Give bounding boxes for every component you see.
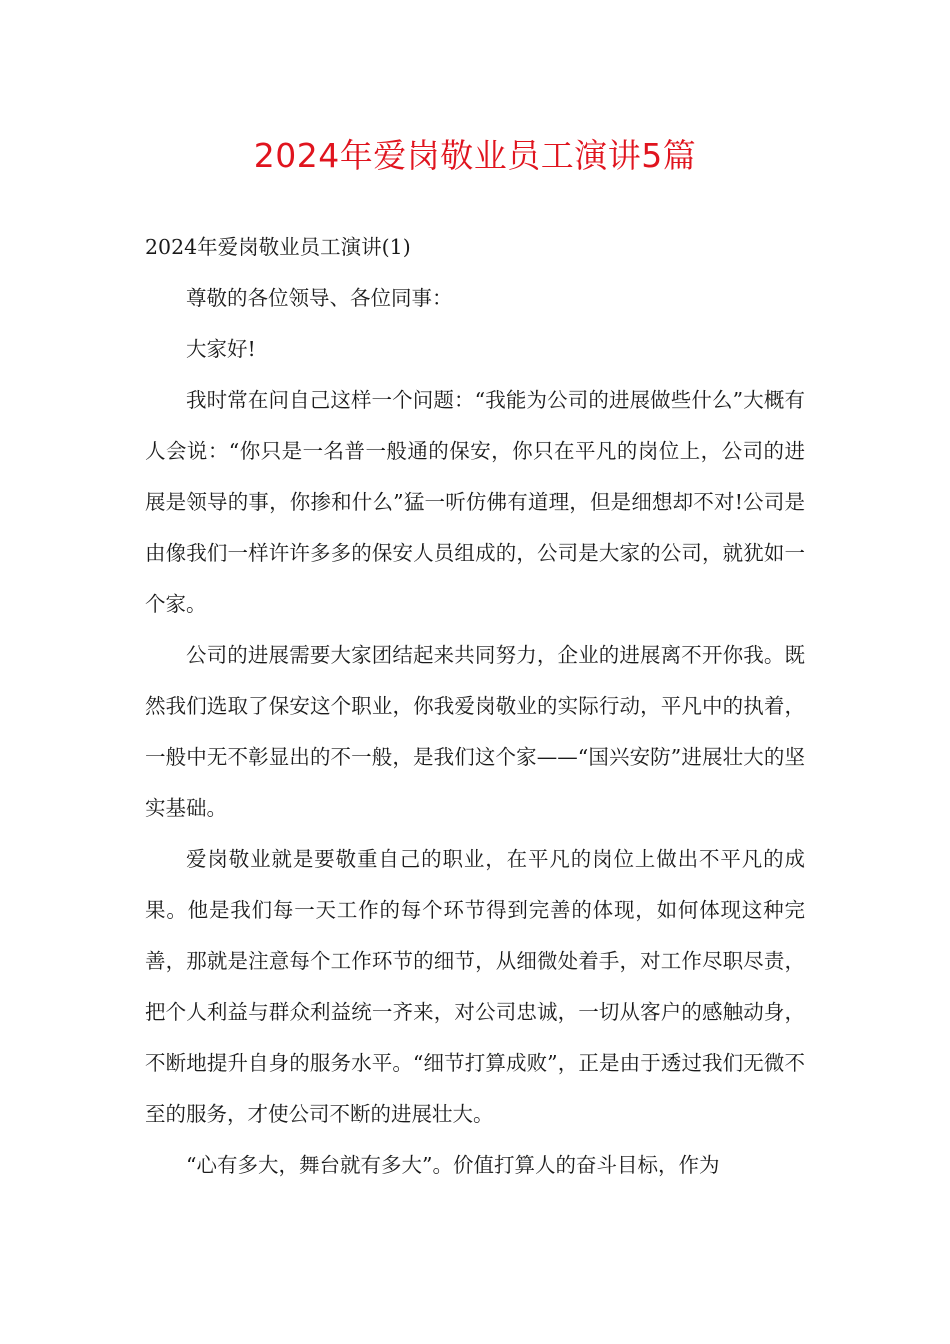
document-body	[145, 222, 805, 1191]
paragraph: 爱岗敬业就是要敬重自己的职业，在平凡的岗位上做出不平凡的成果。他是我们每一天工作的每个环节得到完善的体现，如何体现这种完善，那就是注意每个工作环节的细节，从细微处着手，对工作尽职尽责，把个人利益与群众利益统一齐来，对公司忠诚，一切从客户的感触动身，不断地提升自身的服务水平。“细节打算成败”，正是由于透过我们无微不至的服务，才使公司不断的进展壮大。	[145, 847, 805, 1126]
paragraph: 我时常在问自己这样一个问题：“我能为公司的进展做些什么”大概有人会说：“你只是一名普一般通的保安，你只在平凡的岗位上，公司的进展是领导的事，你掺和什么”猛一听仿佛有道理，但是细想却不对!公司是由像我们一样许许多多的保安人员组成的，公司是大家的公司，就犹如一个家。	[145, 388, 805, 616]
document-title: 2024年爱岗敬业员工演讲5篇	[253, 136, 697, 175]
paragraph: “心有多大，舞台就有多大”。价值打算人的奋斗目标，作为	[186, 1153, 720, 1177]
paragraph-salutation: 尊敬的各位领导、各位同事：	[186, 286, 453, 310]
section-heading: 2024年爱岗敬业员工演讲(1)	[145, 235, 411, 259]
paragraph-greeting: 大家好!	[186, 337, 256, 361]
paragraph: 公司的进展需要大家团结起来共同努力，企业的进展离不开你我。既然我们选取了保安这个职业，你我爱岗敬业的实际行动，平凡中的执着，一般中无不彰显出的不一般，是我们这个家——“国兴安防”进展壮大的坚实基础。	[145, 643, 805, 820]
